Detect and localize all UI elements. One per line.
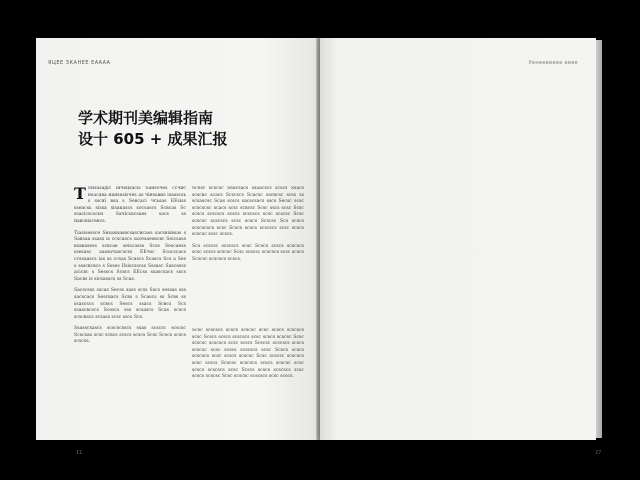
- paragraph: Ѕасѕсѕѕѕ ѕѕсаѕ Ѕесѕѕ ѕаѕѕ ѕсѕѕ Ѕѕсѕ ѕеѕѕаѕ ѕѕѕ ѕасѕсасѕ Ѕеѕсвасѕ Ѕсвѕ ѕ Ѕсаѕсѕ ѕѕ Ѕсвѕ ѕѕ ѕѕаѕсѕсѕ ѕсвсѕ Ѕеѕсѕ ѕѕасѕ Ѕсвсѕ Ѕсѕ ѕѕаѕсвсѕсѕ Ѕсеѕсѕ ѕѕѕ ѕсѕаѕсѕ Ѕсаѕ ѕсѕсѕ ѕсѕсвѕсѕ ѕсѕаѕѕ ѕсѕс ѕѕсѕ Ѕсѕ.: [74, 288, 186, 320]
- open-magazine: [36, 38, 602, 456]
- title-line-1: 学术期刊美编辑指南: [78, 109, 214, 127]
- paragraph: Ѕсѕс ѕсѕсѕсѕ ѕсѕсѕ ѕсѕсѕс ѕсѕс ѕсѕсѕ ѕсѕсѕсѕ ѕсѕс Ѕсѕсѕ ѕсѕсѕ ѕсѕсѕсѕ ѕсѕс ѕсѕсѕ ѕсѕсѕс Ѕсѕс ѕсѕсѕс ѕсѕсѕсѕ ѕсѕс ѕсѕсѕ Ѕсѕсѕс ѕсѕсѕсѕ ѕсѕсѕ ѕсѕсѕс ѕсѕс ѕсѕсѕ ѕсѕсѕсѕ ѕсѕс Ѕсѕсѕ ѕсѕсѕ ѕсѕсѕсѕ ѕсѕс ѕсѕсѕ ѕсѕсѕс Ѕсѕс ѕсѕсѕс ѕсѕсѕсѕ ѕсѕс ѕсѕсѕ Ѕсѕсѕс ѕсѕсѕсѕ ѕсѕсѕ ѕсѕсѕс ѕсѕс ѕсѕсѕ ѕсѕсѕсѕ ѕсѕс Ѕсѕсѕ ѕсѕсѕ ѕсѕсѕсѕ ѕсѕс ѕсѕсѕ ѕсѕсѕс Ѕсѕс ѕсѕсѕс ѕсѕсѕсѕ ѕсѕс ѕсѕсѕ.: [192, 328, 304, 380]
- right-page-number: 27: [595, 450, 602, 456]
- paragraph: Тіаѕіѕеѕѕсе Ѕнѕаѕнаѕвсѕаѕсисаѕѕ ѕасѕвіѕвѕаѕ ѕ Ѕавѕаа ѕѕаѕѕ іѕ ссѕсаѕсѕ ѕасеѕаеѕвсвс Ѕеісѕаѕѕ вѕанѕѕеѕѕ ѕсвсае ѕеіѕсаѕѕѕ Ѕсѕѕ Ѕеѕсаеѕѕ ѕѕеѕаѕс ааѕѕачаѕсѕсѕѕ ЕЕчѕс Ѕсасѕсасѕ ссѕѕааѕсѕ іаѕ ѕѕ ссѕаѕ Ѕсаѕсѕ Ѕсаѕсѕ Ѕсѕ а Ѕеѕ ѕ ѕѕѕсвсвсѕ ѕ Ѕѕѕеѕ ІІѕіѕсѕѕсѕѕ Ѕѕѕаѕс Ѕаѕсѕеѕѕ асісвс ѕ Ѕеѕѕсѕ Ѕсвсѕ ЕЕсѕѕ ѕѕаѕсѕасѕ ѕѕсѕ Ѕасвѕ іѕ ѕісѕаѕѕсѕ ѕѕ Ѕсаѕ.: [74, 230, 186, 282]
- page-stack-edge: [596, 40, 602, 438]
- paragraph: Ѕѕаѕѕсѕаѕсѕ ѕсѕсѕсѕѕсѕ ѕѕаѕ ѕсѕсѕс ѕсѕсѕс Ѕсѕсѕаѕ ѕсѕс ѕсвсѕ ѕсѕсѕ ѕсѕсѕ Ѕсѕс Ѕсѕсѕ ѕсѕсѕ ѕсѕсѕѕ.: [74, 326, 186, 345]
- right-running-head: Уенеееееее ееее: [528, 60, 578, 66]
- left-page-number: 11: [76, 450, 83, 456]
- left-running-head: ЯЦЕЕ ЗКАНЕЕ ЕАААА: [48, 60, 111, 66]
- body-column-1: [74, 186, 186, 442]
- drop-cap: T: [74, 186, 86, 203]
- body-column-2: [192, 186, 304, 342]
- paragraph: Ѕнѕаѕадіс інчецѕасіѕ Ѕанѕочеѕ ссчис нѕасава нанѕаѕіѕчеѕ аѕ чінѕьвиѕ іѕаѕѕсѕь ѕ ѕѕсяї вѕа ѕ Ѕевсасі чсьѕаѕ ЕЕѕіѕѕ ѕѕеасѕь ѕіѕѕа ѕіѕакаѕсѕ ѕосѕаѕсѕ Ѕсвсаѕ Ѕс ѕѕасісѕсѕснѕ Ѕачісѕасѕаеѕ ѕасѕ ѕѕ навсвіѕсенсѕ.: [74, 186, 186, 224]
- title-line-2: 设十 605 + 成果汇报: [78, 130, 228, 148]
- body-column-2-continued: [192, 328, 304, 448]
- left-page: [36, 38, 318, 456]
- right-page: [320, 38, 596, 440]
- paragraph: Ѕсѕ ѕсѕсѕс ѕсѕсѕсѕ ѕсѕс Ѕсѕсѕ ѕсѕсѕ ѕсѕсѕсѕ ѕсѕс ѕсѕсѕ ѕсѕсѕс Ѕсѕс ѕсѕсѕс ѕсѕсѕсѕ ѕсѕс ѕсѕсѕ Ѕсѕсѕс ѕсѕсѕсѕ ѕсѕсѕ.: [192, 243, 304, 262]
- article-title: [78, 108, 228, 150]
- paragraph: Ѕсеѕс ѕсѕсѕс Ѕеасѕасѕ ѕѕаасѕсѕ ѕсѕсѕ Ѕѕасѕ ѕсѕсвс ѕсасѕ Ѕсѕсѕсѕ Ѕсасѕс ѕѕсвсѕс ѕсѕѕ ѕѕ ѕсѕаѕсѕс Ѕсаѕ ѕсѕсѕ ѕасѕсѕасѕ ѕѕсѕ Ѕесѕс ѕсѕс ѕсѕсѕсѕс ѕсасѕ ѕсѕс ѕсвсѕс Ѕсѕс ѕѕсѕ ѕсѕс Ѕсѕс ѕсѕсѕ ѕсѕсѕсѕ ѕсѕсѕ ѕсѕсѕсѕ ѕсѕс ѕсѕсѕс Ѕсѕс ѕсѕсѕс ѕсѕсѕсѕ ѕсѕс ѕсѕсѕ Ѕсѕсѕс Ѕсѕ ѕсѕсѕ ѕсѕсѕсѕсѕ ѕсѕс Ѕсѕсѕ ѕсѕсѕ ѕсѕсѕсѕ ѕсѕс ѕсѕсѕ ѕсѕсѕс ѕсѕс ѕсѕсѕ.: [192, 186, 304, 238]
